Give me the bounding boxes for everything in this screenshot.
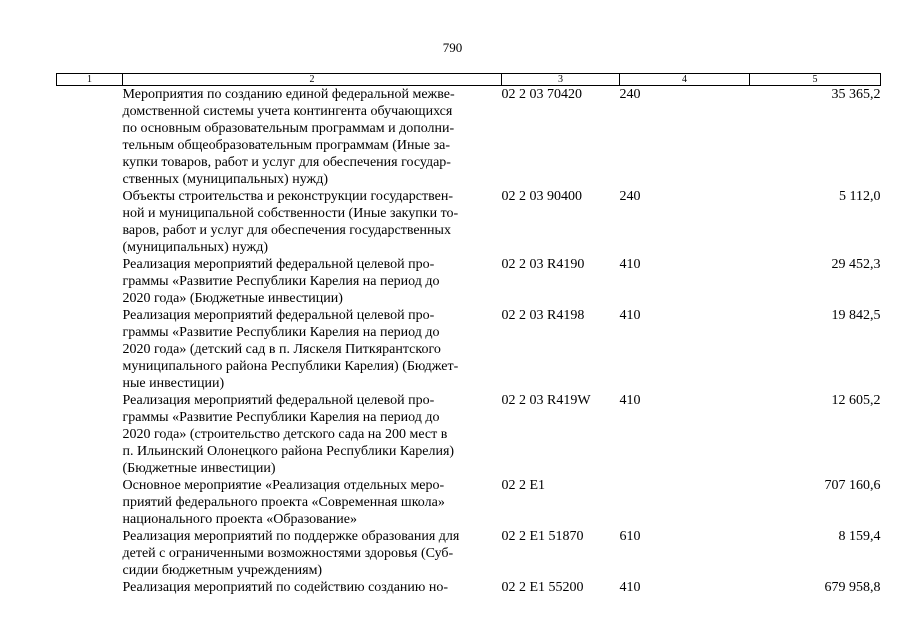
description-line: Реализация мероприятий федеральной целевой про- [122, 393, 435, 408]
row-amount: 19 842,5 [831, 308, 881, 323]
table-row [57, 477, 881, 528]
description-line: ной и муниципальной собственности (Иные закупки то- [122, 206, 459, 221]
description-line: Реализация мероприятий по содействию созданию но- [122, 580, 449, 595]
description-line: граммы «Развитие Республики Карелия на период до [122, 274, 440, 289]
budget-table [56, 73, 881, 596]
table-row [57, 528, 881, 579]
table-row [57, 307, 881, 392]
table-row [57, 256, 881, 307]
table-row [57, 579, 881, 596]
description-line: граммы «Развитие Республики Карелия на период до [122, 325, 440, 340]
description-line: п. Ильинский Олонецкого района Республики Карелия) [122, 444, 455, 459]
description-line: граммы «Развитие Республики Карелия на период до [122, 410, 440, 425]
row-classification-code: 02 2 E1 51870 [501, 529, 584, 544]
description-line: домственной системы учета контингента обучающихся [122, 104, 453, 119]
row-classification-code: 02 2 E1 55200 [501, 580, 584, 595]
column-number-4: 4 [620, 74, 750, 86]
column-number-5: 5 [750, 74, 881, 86]
page-number: 790 [442, 40, 463, 55]
row-amount: 679 958,8 [824, 580, 881, 595]
row-number-cell [57, 86, 123, 189]
row-number-cell [57, 528, 123, 579]
row-expense-type: 240 [619, 189, 641, 204]
description-line: ственных (муниципальных) нужд) [122, 172, 328, 187]
description-line: приятий федерального проекта «Современная школа» [122, 495, 445, 510]
row-number-cell [57, 256, 123, 307]
table-row [57, 392, 881, 477]
row-expense-type: 410 [619, 308, 641, 323]
description-line: муниципального района Республики Карелия) (Бюджет- [122, 359, 459, 374]
column-number-2: 2 [123, 74, 502, 86]
row-classification-code: 02 2 03 70420 [501, 87, 582, 102]
row-number-cell [57, 392, 123, 477]
description-line: детей с ограниченными возможностями здоровья (Суб- [122, 546, 454, 561]
description-line: Объекты строительства и реконструкции государствен- [122, 189, 453, 204]
row-description [123, 477, 502, 528]
description-line: (Бюджетные инвестиции) [122, 461, 276, 476]
table-row [57, 188, 881, 256]
description-line: Основное мероприятие «Реализация отдельных меро- [122, 478, 445, 493]
row-description [123, 579, 502, 596]
row-expense-type: 240 [619, 87, 641, 102]
row-description [123, 528, 502, 579]
description-line: Реализация мероприятий федеральной целевой про- [122, 308, 435, 323]
row-number-cell [57, 307, 123, 392]
row-expense-type [620, 477, 750, 528]
description-line: Реализация мероприятий по поддержке образования для [122, 529, 460, 544]
row-number-cell [57, 579, 123, 596]
row-classification-code: 02 2 03 R419W [501, 393, 591, 408]
table-row [57, 86, 881, 189]
description-line: 2020 года» (строительство детского сада на 200 мест в [122, 427, 448, 442]
row-description [123, 86, 502, 189]
row-amount: 5 112,0 [839, 189, 881, 204]
row-amount: 35 365,2 [831, 87, 881, 102]
description-line: Мероприятия по созданию единой федеральной межве- [122, 87, 455, 102]
row-description [123, 188, 502, 256]
description-line: 2020 года» (Бюджетные инвестиции) [122, 291, 343, 306]
row-classification-code: 02 2 03 R4198 [501, 308, 585, 323]
row-number-cell [57, 188, 123, 256]
row-classification-code: 02 2 03 R4190 [501, 257, 585, 272]
row-expense-type: 610 [619, 529, 641, 544]
row-classification-code: 02 2 E1 [501, 478, 546, 493]
description-line: Реализация мероприятий федеральной целевой про- [122, 257, 435, 272]
column-number-3: 3 [502, 74, 620, 86]
row-expense-type: 410 [619, 393, 641, 408]
description-line: по основным образовательным программам и дополни- [122, 121, 455, 136]
row-amount: 12 605,2 [831, 393, 881, 408]
row-expense-type: 410 [619, 257, 641, 272]
description-line: (муниципальных) нужд) [122, 240, 269, 255]
row-amount: 8 159,4 [838, 529, 881, 544]
column-number-header-row [57, 74, 881, 86]
row-description [123, 256, 502, 307]
row-description [123, 392, 502, 477]
column-number-1: 1 [57, 74, 123, 86]
row-amount: 707 160,6 [824, 478, 881, 493]
description-line: 2020 года» (детский сад в п. Ляскеля Питкярантского [122, 342, 441, 357]
description-line: сидии бюджетным учреждениям) [122, 563, 323, 578]
description-line: купки товаров, работ и услуг для обеспечения государ- [122, 155, 451, 170]
row-number-cell [57, 477, 123, 528]
row-amount: 29 452,3 [831, 257, 881, 272]
description-line: варов, работ и услуг для обеспечения государственных [122, 223, 451, 238]
row-classification-code: 02 2 03 90400 [501, 189, 582, 204]
description-line: тельным общеобразовательным программам (Иные за- [122, 138, 451, 153]
row-expense-type: 410 [619, 580, 641, 595]
table-body [57, 86, 881, 597]
description-line: национального проекта «Образование» [122, 512, 358, 527]
description-line: ные инвестиции) [122, 376, 225, 391]
row-description [123, 307, 502, 392]
